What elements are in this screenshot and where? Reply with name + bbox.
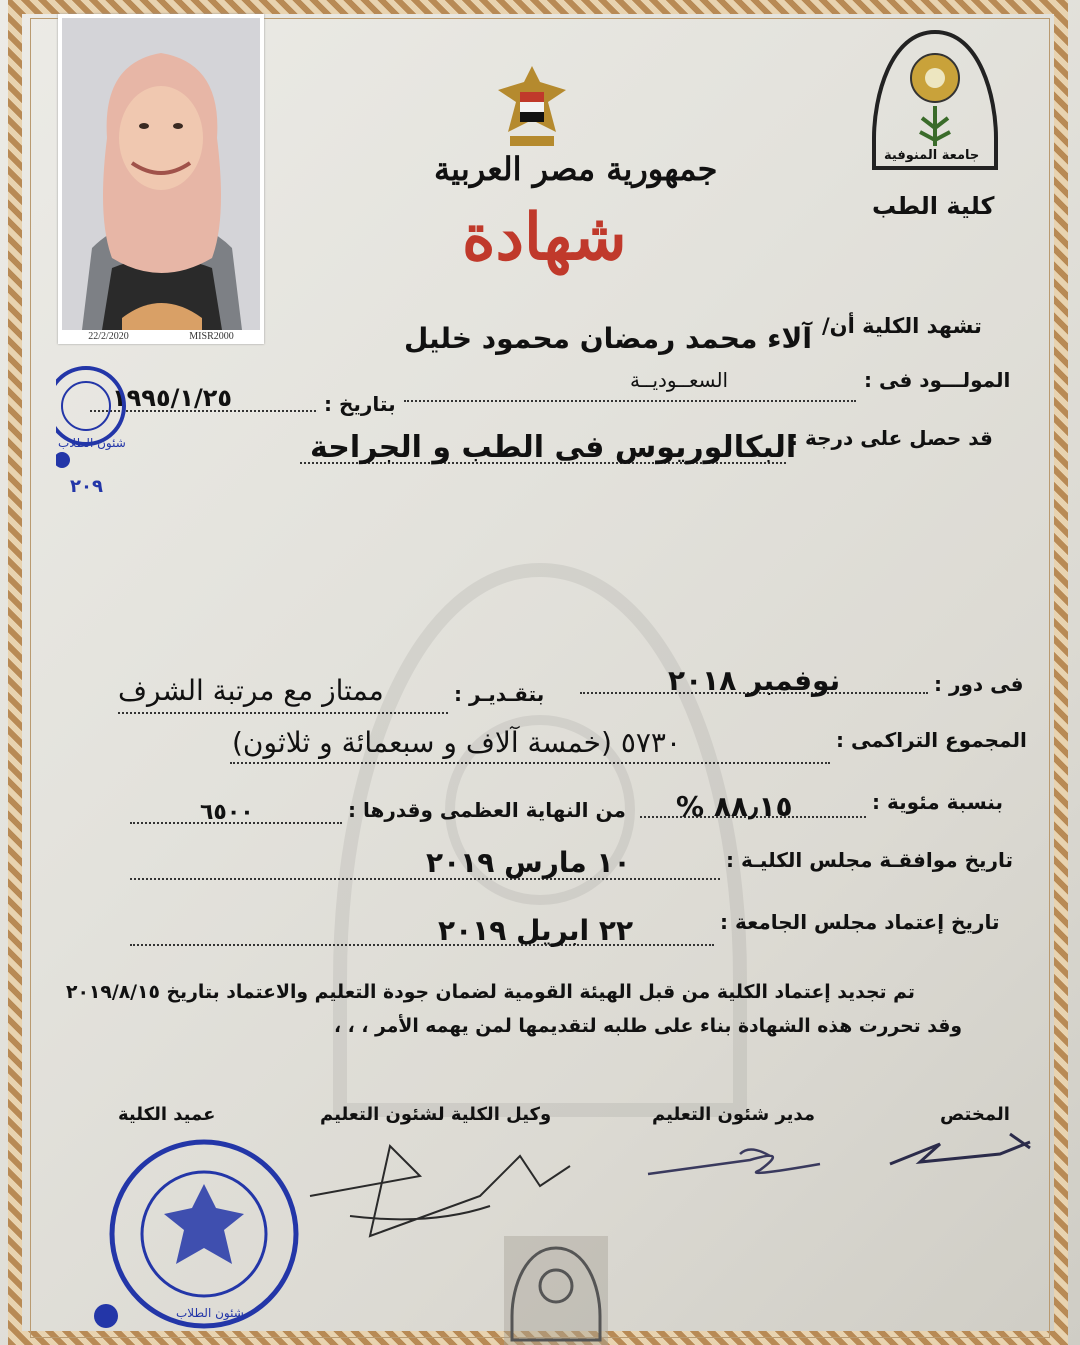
university-seal-text: جامعة المنوفية [884, 148, 980, 163]
certificate-title: شهادة [462, 200, 627, 275]
egypt-eagle-emblem [496, 62, 568, 152]
photo-code: MISR2000 [189, 330, 234, 342]
embossed-seal [504, 1236, 608, 1345]
photo-date: 22/2/2020 [88, 330, 129, 342]
percent-label: بنسبة مئوية : [872, 790, 1003, 814]
university-council-value: ٢٢ ابريل ٢٠١٩ [438, 914, 634, 947]
dean-stamp-text: شئون الطلاب [176, 1306, 244, 1320]
faculty-name: كلية الطب [872, 192, 995, 220]
education-director-signature [640, 1134, 830, 1184]
university-council-label: تاريخ إعتماد مجلس الجامعة : [720, 910, 1000, 934]
birth-date-label: بتاريخ : [324, 392, 396, 416]
student-photo [58, 14, 264, 344]
faculty-council-label: تاريخ موافقـة مجلس الكليـة : [726, 848, 1014, 872]
grade-label: بتقـديـر : [454, 682, 545, 706]
born-in-value: السعــوديــة [630, 368, 729, 392]
dean-official-stamp [104, 1134, 304, 1334]
republic-title: جمهورية مصر العربية [434, 150, 718, 188]
signature-education-director-label: مدير شئون التعليم [652, 1104, 815, 1125]
side-stamp-top-text: شئون الطلاب [58, 436, 126, 450]
grade-value: ممتاز مع مرتبة الشرف [118, 674, 384, 707]
signature-vice-dean-label: وكيل الكلية لشئون التعليم [320, 1104, 552, 1125]
total-value: ٥٧٣٠ (خمسة آلاف و سبعمائة و ثلاثون) [232, 726, 681, 759]
degree-value: البكالوريوس فى الطب و الجراحة [310, 430, 797, 465]
portrait-image [62, 18, 260, 330]
born-in-label: المولـــود فى : [864, 368, 1011, 392]
session-label: فى دور : [934, 672, 1024, 696]
side-stamp-top [56, 366, 136, 476]
faculty-council-value: ١٠ مارس ٢٠١٩ [426, 846, 631, 879]
side-stamp-number: ٢٠٩ [70, 476, 103, 497]
degree-label: قد حصل على درجة : [790, 426, 993, 450]
closing-line: وقد تحررت هذه الشهادة بناء على طلبه لتقديمها لمن يهمه الأمر ، ، ، [334, 1016, 963, 1037]
ink-dot [86, 1296, 126, 1336]
total-label: المجموع التراكمى : [836, 728, 1027, 752]
birth-date-value: ١٩٩٥/١/٢٥ [112, 384, 233, 412]
student-name: آلاء محمد رمضان محمود خليل [404, 322, 812, 355]
vice-dean-signature [290, 1136, 590, 1246]
signature-clerk-label: المختص [940, 1104, 1010, 1125]
clerk-signature [880, 1124, 1040, 1174]
max-value: ٦٥٠٠ [200, 800, 254, 825]
signature-dean-label: عميد الكلية [118, 1104, 216, 1125]
session-value: نوفمبر ٢٠١٨ [668, 664, 841, 697]
percent-value: ٨٨٫١٥ % [676, 790, 793, 823]
accreditation-line: تم تجديد إعتماد الكلية من قبل الهيئة القومية لضمان جودة التعليم والاعتماد بتاريخ ٢٠١٩/٨/١٥ [66, 982, 915, 1003]
certifies-label: تشهد الكلية أن/ [822, 314, 982, 338]
max-label: من النهاية العظمى وقدرها : [348, 798, 626, 822]
